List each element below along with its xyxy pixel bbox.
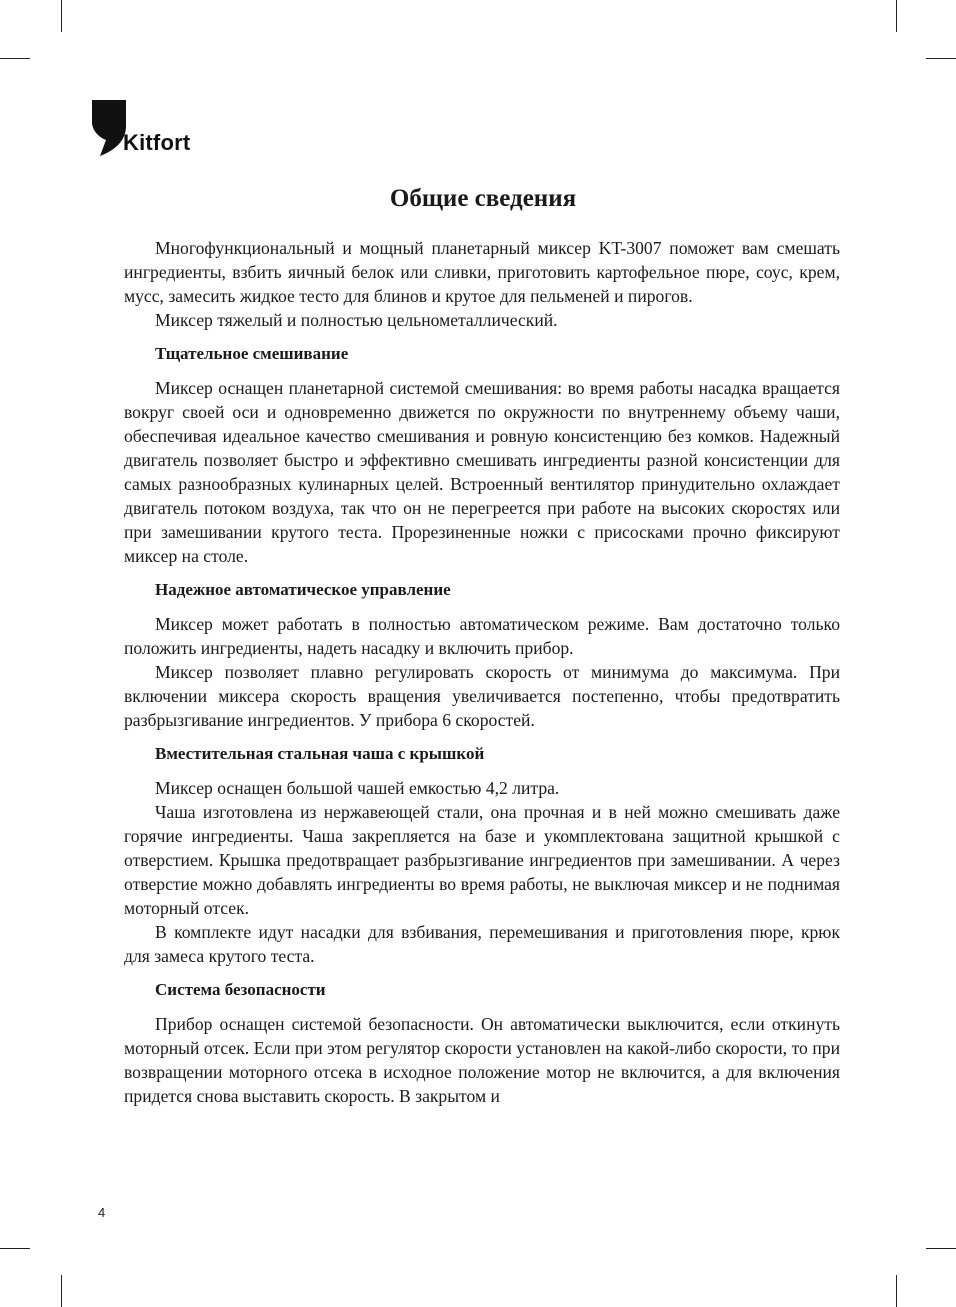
- crop-mark-top-right-h: [926, 58, 956, 59]
- page-number: 4: [98, 1205, 106, 1220]
- crop-mark-bottom-left-h: [0, 1248, 30, 1249]
- crop-mark-top-right: [896, 0, 897, 32]
- crop-mark-top-left-h: [0, 58, 30, 59]
- intro-paragraph-2: Миксер тяжелый и полностью цельнометаллический.: [155, 310, 558, 330]
- section-heading-control: Надежное автоматическое управление: [155, 580, 451, 599]
- kitfort-logo-icon: [92, 100, 126, 156]
- document-body: [124, 236, 840, 1108]
- crop-mark-bottom-right-h: [926, 1248, 956, 1249]
- page-title: Общие сведения: [389, 185, 577, 212]
- section-paragraph: Миксер может работать в полностью автоматическом режиме. Вам достаточно только положить ингредиенты, надеть насадку и включить прибор.: [124, 614, 840, 658]
- section-paragraph: Миксер оснащен планетарной системой смешивания: во время работы насадка вращается вокруг своей оси и одновременно движется по окружности по внутреннему объему чаши, обеспечивая идеальное качество смешивания и ровную консистенцию без комков. Надежный двигатель позволяет быстро и эффективно смешивать ингредиенты разной консистенции для самых разнообразных кулинарных целей. Встроенный вентилятор принудительно охлаждает двигатель потоком воздуха, так что он не перегреется при работе на высоких скоростях или при замешивании крутого теста. Прорезиненные ножки с присосками прочно фиксируют миксер на столе.: [124, 378, 840, 566]
- section-heading-mixing: Тщательное смешивание: [155, 344, 349, 363]
- kitfort-logo: [92, 100, 202, 156]
- intro-paragraph-1: Многофункциональный и мощный планетарный миксер KT-3007 поможет вам смешать ингредиенты, взбить яичный белок или сливки, приготовить картофельное пюре, соус, крем, мусс, замесить жидкое тесто для блинов и крутое для пельменей и пирогов.: [124, 238, 840, 306]
- section-paragraph: Прибор оснащен системой безопасности. Он автоматически выключится, если откинуть моторный отсек. Если при этом регулятор скорости установлен на какой-либо скорости, то при возвращении моторного отсека в исходное положение мотор не включится, а для включения придется снова выставить скорость. В закрытом и: [124, 1014, 840, 1106]
- section-paragraph: Чаша изготовлена из нержавеющей стали, она прочная и в ней можно смешивать даже горячие ингредиенты. Чаша закрепляется на базе и укомплектована защитной крышкой с отверстием. Крышка предотвращает разбрызгивание ингредиентов при замешивании. А через отверстие можно добавлять ингредиенты во время работы, не выключая миксер и не поднимая моторный отсек.: [124, 802, 840, 918]
- logo-text: Kitfort: [123, 130, 191, 155]
- crop-mark-top-left: [61, 0, 62, 32]
- section-paragraph: В комплекте идут насадки для взбивания, перемешивания и приготовления пюре, крюк для замеса крутого теста.: [124, 922, 840, 966]
- crop-mark-bottom-left: [61, 1275, 62, 1307]
- section-paragraph: Миксер позволяет плавно регулировать скорость от минимума до максимума. При включении миксера скорость вращения увеличивается постепенно, чтобы предотвратить разбрызгивание ингредиентов. У прибора 6 скоростей.: [124, 662, 840, 730]
- section-heading-bowl: Вместительная стальная чаша с крышкой: [155, 744, 485, 763]
- crop-mark-bottom-right: [896, 1275, 897, 1307]
- section-heading-safety: Система безопасности: [155, 980, 326, 999]
- section-paragraph: Миксер оснащен большой чашей емкостью 4,2 литра.: [155, 778, 560, 798]
